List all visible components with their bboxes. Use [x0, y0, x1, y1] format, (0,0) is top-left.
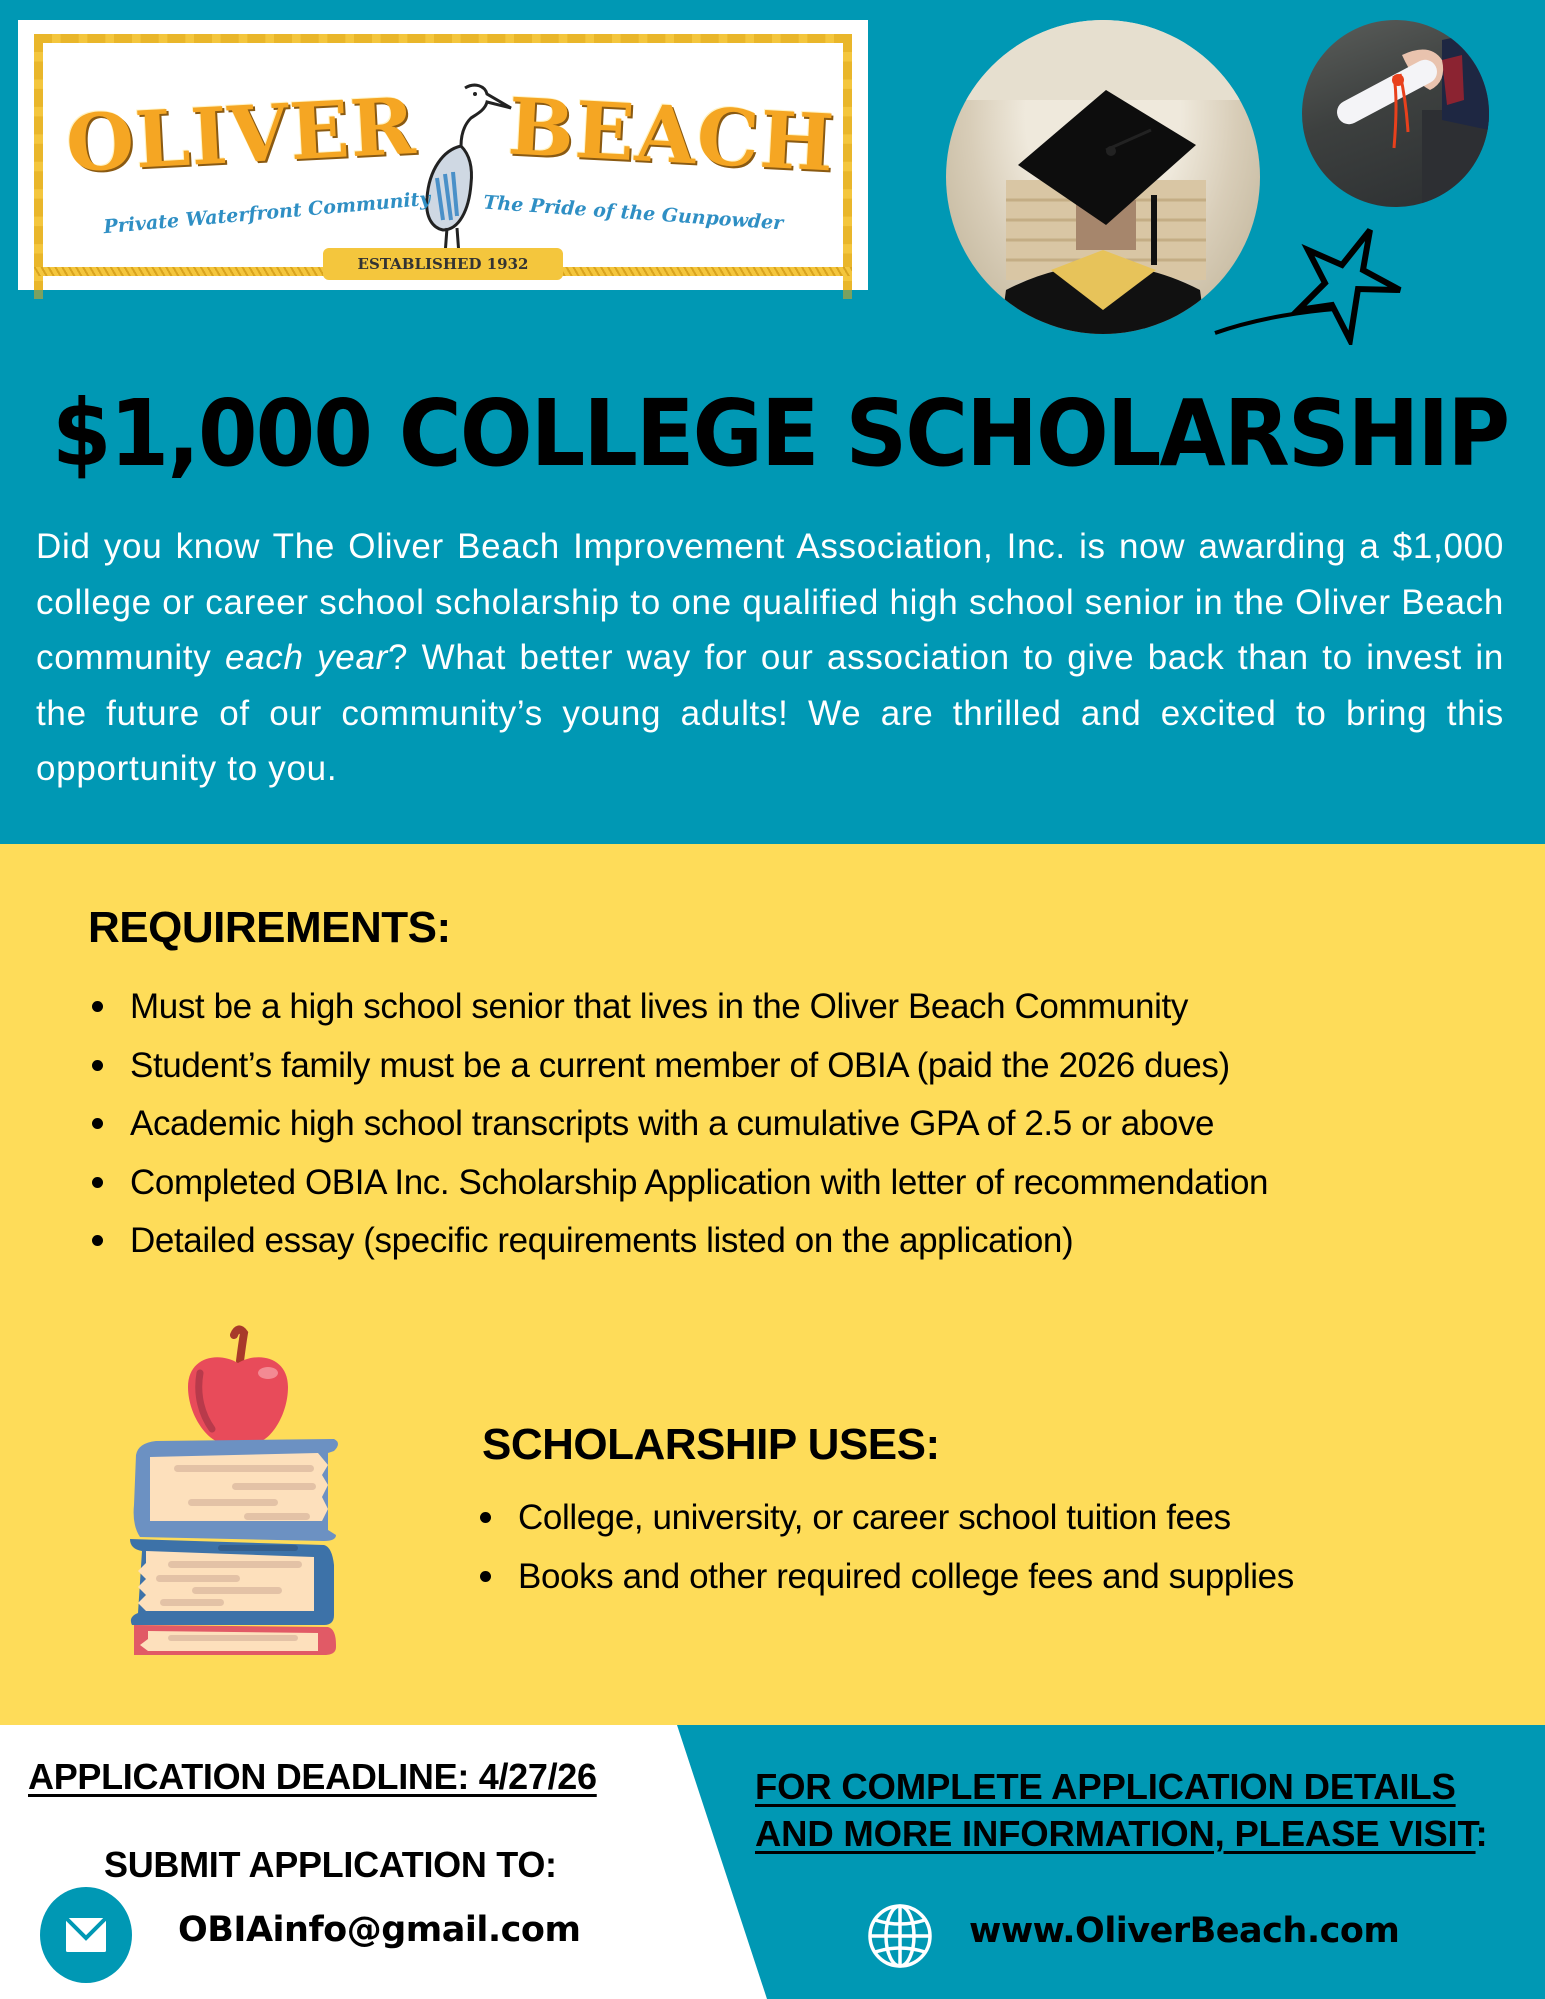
intro-paragraph: [36, 519, 1504, 797]
oliver-beach-logo: [18, 20, 868, 290]
use-item: College, university, or career school tuition fees: [476, 1496, 1294, 1555]
uses-list: [476, 1496, 1294, 1613]
intro-text: ? What better way for our association to give back than to invest in the future of our community’s young adults! We are thrilled and excited to bring this opportunity to you.: [36, 638, 1504, 788]
logo-tagline-right: The Pride of the Gunpowder: [482, 191, 784, 235]
more-info-heading: [755, 1763, 1488, 1857]
requirement-item: Detailed essay (specific requirements listed on the application): [88, 1219, 1268, 1278]
page-title: $1,000 COLLEGE SCHOLARSHIP: [52, 380, 1509, 487]
diploma-illustration: [1302, 20, 1489, 207]
intro-text: Did you know The Oliver Beach Improvement Association, Inc. is now awarding a $1,000 college or career school scholarship to one qualified high school senior in the Oliver Beach community: [36, 527, 1504, 677]
requirement-item: Academic high school transcripts with a cumulative GPA of 2.5 or above: [88, 1102, 1268, 1161]
established-banner: ESTABLISHED 1932: [323, 248, 563, 280]
requirement-item: Completed OBIA Inc. Scholarship Application with letter of recommendation: [88, 1161, 1268, 1220]
more-info-colon: :: [1475, 1813, 1488, 1854]
logo-word-oliver: OLIVER: [63, 80, 419, 191]
use-item: Books and other required college fees and supplies: [476, 1555, 1294, 1614]
more-info-line: [755, 1810, 1488, 1857]
email-link[interactable]: OBIAinfo@gmail.com: [178, 1910, 581, 1950]
star-icon: [1210, 225, 1410, 345]
uses-heading: SCHOLARSHIP USES:: [482, 1420, 940, 1469]
requirement-item: Must be a high school senior that lives in the Oliver Beach Community: [88, 985, 1268, 1044]
more-info-text: AND MORE INFORMATION, PLEASE VISIT: [755, 1813, 1476, 1854]
requirements-list: [88, 985, 1268, 1278]
logo-rope-border: [34, 267, 334, 276]
globe-icon: [866, 1902, 934, 1970]
requirements-heading: REQUIREMENTS:: [88, 903, 451, 952]
heron-icon: [403, 80, 513, 255]
envelope-icon: [40, 1887, 132, 1983]
website-link[interactable]: www.OliverBeach.com: [969, 1911, 1400, 1951]
mail-icon: [40, 1887, 132, 1983]
application-deadline: APPLICATION DEADLINE: 4/27/26: [28, 1756, 597, 1797]
submit-application-label: SUBMIT APPLICATION TO:: [104, 1844, 557, 1885]
books-apple-icon: [128, 1325, 348, 1655]
diploma-photo: [1302, 20, 1489, 207]
intro-emphasis: each year: [224, 638, 388, 677]
logo-rope-border: [552, 267, 852, 276]
logo-word-beach: BEACH: [505, 81, 837, 190]
more-info-text: FOR COMPLETE APPLICATION DETAILS: [755, 1766, 1456, 1807]
logo-tagline-left: Private Waterfront Community: [102, 187, 432, 239]
requirement-item: Student’s family must be a current member of OBIA (paid the 2026 dues): [88, 1044, 1268, 1103]
more-info-line: [755, 1763, 1488, 1810]
